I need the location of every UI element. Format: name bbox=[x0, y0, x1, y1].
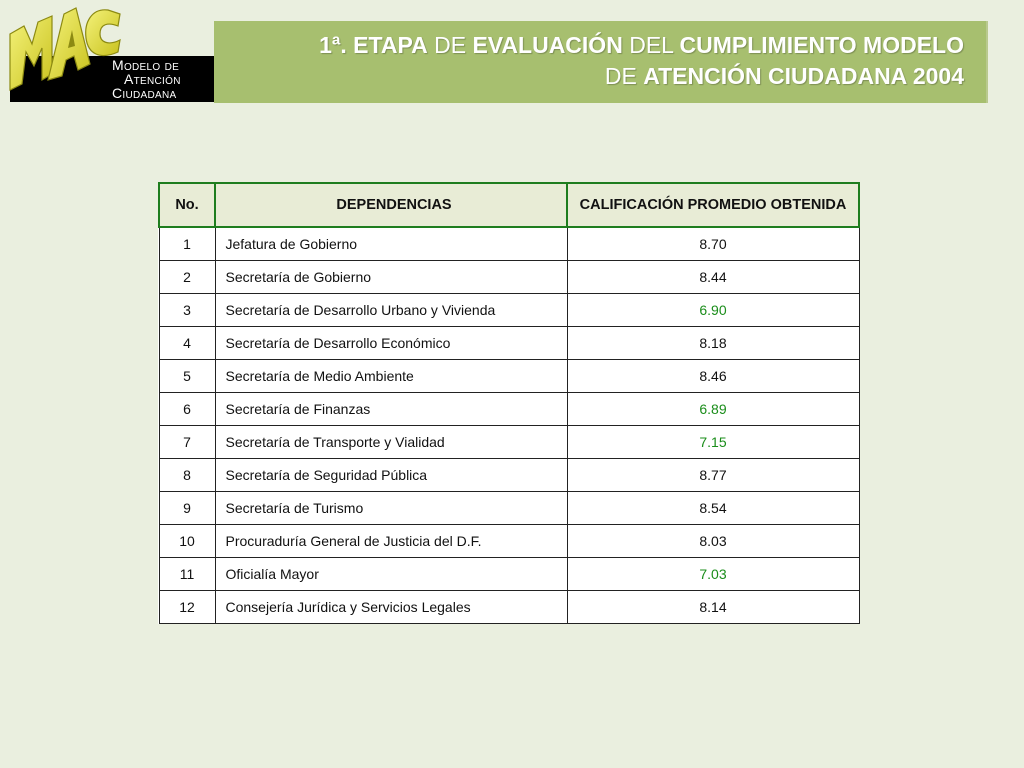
row-number: 4 bbox=[159, 326, 215, 359]
header-dependencias: DEPENDENCIAS bbox=[215, 183, 567, 227]
row-dependencia: Secretaría de Seguridad Pública bbox=[215, 458, 567, 491]
row-calificacion: 8.46 bbox=[567, 359, 859, 392]
row-calificacion: 7.15 bbox=[567, 425, 859, 458]
title-part-4: DEL bbox=[622, 32, 680, 58]
row-calificacion: 8.03 bbox=[567, 524, 859, 557]
title-part-5: CUMPLIMIENTO MODELO bbox=[679, 32, 964, 58]
table-row bbox=[159, 326, 859, 359]
logo-mac-letters-icon bbox=[8, 4, 128, 99]
row-dependencia: Secretaría de Finanzas bbox=[215, 392, 567, 425]
row-dependencia: Secretaría de Transporte y Vialidad bbox=[215, 425, 567, 458]
row-number: 6 bbox=[159, 392, 215, 425]
row-dependencia: Secretaría de Turismo bbox=[215, 491, 567, 524]
table-row bbox=[159, 524, 859, 557]
row-dependencia: Secretaría de Gobierno bbox=[215, 260, 567, 293]
title-part-2: DE bbox=[427, 32, 473, 58]
row-number: 10 bbox=[159, 524, 215, 557]
results-table bbox=[158, 182, 860, 624]
header-calificacion: CALIFICACIÓN PROMEDIO OBTENIDA bbox=[567, 183, 859, 227]
row-calificacion: 6.89 bbox=[567, 392, 859, 425]
table-row bbox=[159, 293, 859, 326]
header-no: No. bbox=[159, 183, 215, 227]
row-dependencia: Secretaría de Desarrollo Económico bbox=[215, 326, 567, 359]
title-banner bbox=[214, 21, 988, 103]
row-dependencia: Jefatura de Gobierno bbox=[215, 227, 567, 260]
table-row bbox=[159, 359, 859, 392]
row-number: 3 bbox=[159, 293, 215, 326]
logo-line-1: Modelo de bbox=[112, 57, 180, 73]
row-number: 2 bbox=[159, 260, 215, 293]
mac-logo bbox=[8, 4, 214, 102]
row-calificacion: 8.18 bbox=[567, 326, 859, 359]
row-calificacion: 8.70 bbox=[567, 227, 859, 260]
table-row bbox=[159, 491, 859, 524]
table-header-row bbox=[159, 183, 859, 227]
row-number: 5 bbox=[159, 359, 215, 392]
title-part-3: EVALUACIÓN bbox=[472, 32, 623, 58]
row-number: 1 bbox=[159, 227, 215, 260]
title-part-6: DE bbox=[604, 63, 644, 89]
row-calificacion: 7.03 bbox=[567, 557, 859, 590]
row-dependencia: Oficialía Mayor bbox=[215, 557, 567, 590]
table-row bbox=[159, 590, 859, 623]
title-part-7: ATENCIÓN CIUDADANA 2004 bbox=[643, 63, 964, 89]
row-number: 8 bbox=[159, 458, 215, 491]
row-dependencia: Consejería Jurídica y Servicios Legales bbox=[215, 590, 567, 623]
row-dependencia: Procuraduría General de Justicia del D.F. bbox=[215, 524, 567, 557]
results-table-container bbox=[158, 182, 860, 624]
row-number: 11 bbox=[159, 557, 215, 590]
row-calificacion: 8.54 bbox=[567, 491, 859, 524]
row-dependencia: Secretaría de Medio Ambiente bbox=[215, 359, 567, 392]
table-row bbox=[159, 425, 859, 458]
row-dependencia: Secretaría de Desarrollo Urbano y Vivienda bbox=[215, 293, 567, 326]
row-number: 9 bbox=[159, 491, 215, 524]
table-row bbox=[159, 227, 859, 260]
title-part-1: 1ª. ETAPA bbox=[319, 32, 428, 58]
row-number: 12 bbox=[159, 590, 215, 623]
table-body bbox=[159, 227, 859, 623]
row-calificacion: 8.77 bbox=[567, 458, 859, 491]
table-row bbox=[159, 260, 859, 293]
logo-line-2: Atención bbox=[124, 71, 181, 87]
table-row bbox=[159, 557, 859, 590]
page-title bbox=[319, 30, 964, 92]
row-number: 7 bbox=[159, 425, 215, 458]
row-calificacion: 6.90 bbox=[567, 293, 859, 326]
logo-line-3: Ciudadana bbox=[112, 85, 177, 101]
logo-text bbox=[112, 58, 181, 100]
row-calificacion: 8.44 bbox=[567, 260, 859, 293]
table-row bbox=[159, 458, 859, 491]
row-calificacion: 8.14 bbox=[567, 590, 859, 623]
table-row bbox=[159, 392, 859, 425]
